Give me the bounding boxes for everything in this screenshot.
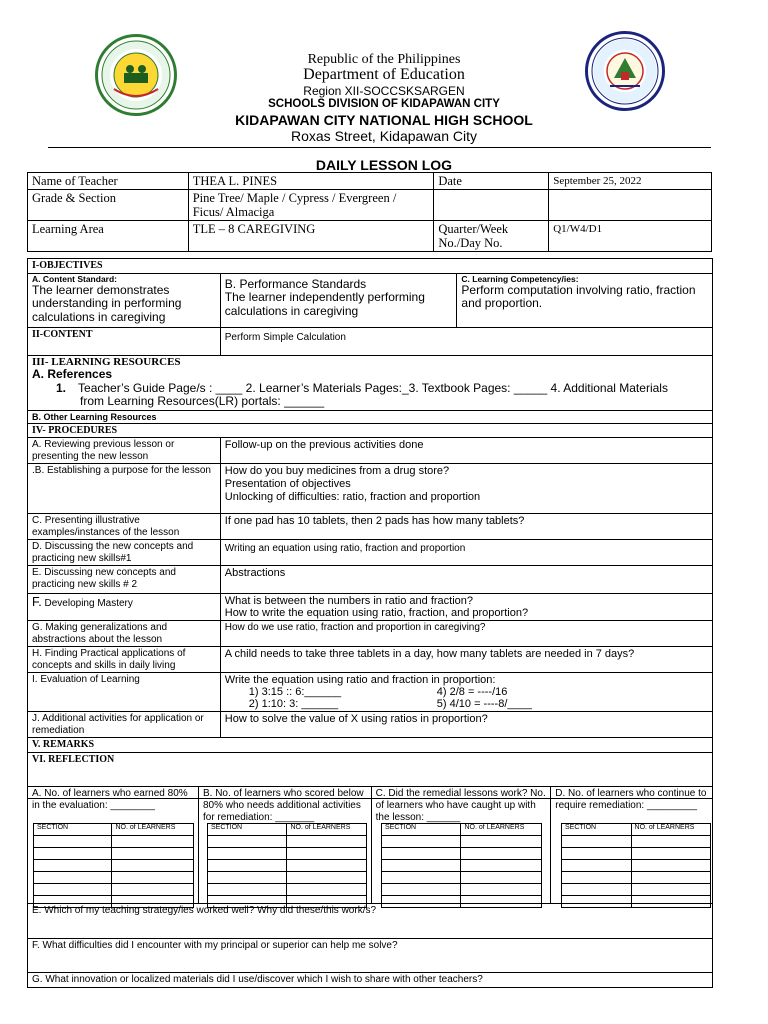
section-table-a [33,823,194,908]
procedure-i-item5: 5) 4/10 = ----8/____ [436,698,532,710]
col-section: SECTION [208,824,287,836]
procedure-b-label: .B. Establishing a purpose for the lesson [28,464,221,514]
header-department: Department of Education [303,66,465,83]
section-table-b [207,823,367,908]
teacher-label: Name of Teacher [28,173,189,190]
objectives-heading: I-OBJECTIVES [28,259,713,274]
procedure-d-label: D. Discussing the new concepts and practicing new skills#1 [28,540,221,566]
reflection-c-text: C. Did the remedial lessons work? No. of learners who have caught up with the lesson: ______ [375,788,546,823]
quarter-label: Quarter/Week No./Day No. [434,221,549,252]
other-resources-label: B. Other Learning Resources [28,410,713,423]
references-number: 1. [56,380,67,395]
content-heading: II-CONTENT [28,327,221,355]
teacher-info-table [27,172,712,252]
references-line [32,382,708,396]
content-text: Perform Simple Calculation [220,327,712,355]
procedure-f-letter: F. [32,595,42,609]
reflection-b-text: B. No. of learners who scored below 80% who needs additional activities for remediation: _______ [202,788,364,823]
procedure-c-label: C. Presenting illustrative examples/instances of the lesson [28,514,221,540]
resources-cell [28,355,713,410]
col-learners: NO. of LEARNERS [631,824,710,836]
quarter-value: Q1/W4/D1 [549,221,712,252]
content-standard-text: The learner demonstrates understanding in performing calculations in caregiving [32,282,182,324]
procedure-b-line1: How do you buy medicines from a drug store? [224,465,450,477]
procedure-g-label: G. Making generalizations and abstractions about the lesson [28,621,221,647]
procedure-j-label: J. Additional activities for application or remediation [28,712,221,738]
grade-label: Grade & Section [28,190,189,221]
reflection-a-text: A. No. of learners who earned 80% in the evaluation: ________ [32,788,188,811]
procedure-f-label-cell [28,594,221,621]
references-label: A. References [32,367,113,381]
reflection-heading: VI. REFLECTION [28,752,713,798]
procedure-i-row1 [225,686,708,698]
header-region: Region XII-SOCCSKSARGEN [303,84,465,98]
procedure-h-text: A child needs to take three tablets in a day, how many tablets are needed in 7 days? [220,647,712,673]
remarks-heading: V. REMARKS [28,738,713,753]
procedure-i-item2: 2) 1:10: 3: ______ [248,698,339,710]
competency-label: C. Learning Competency/ies: [461,273,579,284]
lesson-log-table [27,258,713,799]
resources-heading: III- LEARNING RESOURCES [32,355,181,368]
reflection-e-text: E. Which of my teaching strategy/ies worked well? Why did these/this work/s? [28,904,713,939]
content-standard-label: A. Content Standard: [32,273,117,284]
area-value: TLE – 8 CAREGIVING [188,221,434,252]
section-table-c [381,823,542,908]
competency-text: Perform computation involving ratio, fraction and proportion. [461,282,696,310]
procedures-heading: IV- PROCEDURES [28,423,713,438]
procedure-f-line2: How to write the equation using ratio, fraction, and proportion? [224,607,529,619]
teacher-value: THEA L. PINES [188,173,434,190]
procedure-i-item1: 1) 3:15 :: 6:______ [248,686,342,698]
col-learners: NO. of LEARNERS [461,824,542,836]
procedure-b-line2: Presentation of objectives [224,478,351,490]
procedure-a-label: A. Reviewing previous lesson or presenting the new lesson [28,438,221,464]
references-line1: Teacher’s Guide Page/s : ____ 2. Learner’s Materials Pages:_3. Textbook Pages: _____ 4. Additional Materials [78,380,668,395]
references-line2: from Learning Resources(LR) portals: ______ [80,394,325,408]
grade-value: Pine Tree/ Maple / Cypress / Evergreen / Ficus/ Almaciga [188,190,434,221]
procedure-e-text: Abstractions [220,566,712,594]
date-label: Date [434,173,549,190]
procedure-i-line1: Write the equation using ratio and fraction in proportion: [224,674,496,686]
procedure-d-text: Writing an equation using ratio, fraction and proportion [220,540,712,566]
procedure-e-label: E. Discussing new concepts and practicing new skills # 2 [28,566,221,594]
area-label: Learning Area [28,221,189,252]
procedure-i-item4: 4) 2/8 = ----/16 [436,686,508,698]
performance-standards-text: The learner independently performing calculations in caregiving [224,290,425,318]
reflection-d-text: D. No. of learners who continue to require remediation: _________ [555,788,707,811]
header-school: KIDAPAWAN CITY NATIONAL HIGH SCHOOL [235,112,533,128]
competency-cell [457,273,713,327]
header-republic: Republic of the Philippines [307,52,461,67]
content-standard-cell [28,273,221,327]
procedure-b-cell [220,464,712,514]
procedure-j-text: How to solve the value of X using ratios in proportion? [220,712,712,738]
page-title: DAILY LESSON LOG [315,157,453,173]
col-section: SECTION [34,824,112,836]
col-section: SECTION [562,824,632,836]
col-learners: NO. of LEARNERS [287,824,367,836]
performance-standards-label: B. Performance Standards [224,276,367,291]
header-address: Roxas Street, Kidapawan City [291,128,477,144]
col-section: SECTION [382,824,461,836]
procedure-g-text: How do we use ratio, fraction and proportion in caregiving? [220,621,712,647]
procedure-f-cell [220,594,712,621]
procedure-i-label: I. Evaluation of Learning [28,673,221,712]
grade-empty-cell [434,190,549,221]
reflection-g-text: G. What innovation or localized materials did I use/discover which I wish to share with other teachers? [28,973,713,988]
grade-empty-cell-2 [549,190,712,221]
procedure-h-label: H. Finding Practical applications of concepts and skills in daily living [28,647,221,673]
procedure-c-text: If one pad has 10 tablets, then 2 pads has how many tablets? [220,514,712,540]
date-value: September 25, 2022 [549,173,712,190]
procedure-i-cell [220,673,712,712]
procedure-i-row2 [225,698,708,710]
col-learners: NO. of LEARNERS [112,824,194,836]
header-divider [48,147,711,148]
procedure-f-line1: What is between the numbers in ratio and fraction? [224,595,474,607]
procedure-a-text: Follow-up on the previous activities done [220,438,712,464]
procedure-b-line3: Unlocking of difficulties: ratio, fraction and proportion [224,491,481,503]
procedure-f-label: Developing Mastery [44,598,133,609]
section-table-d [561,823,711,908]
performance-standards-cell [220,273,457,327]
reflection-f-text: F. What difficulties did I encounter with my principal or superior can help me solve? [28,939,713,973]
header-division: SCHOOLS DIVISION OF KIDAPAWAN CITY [268,98,500,110]
